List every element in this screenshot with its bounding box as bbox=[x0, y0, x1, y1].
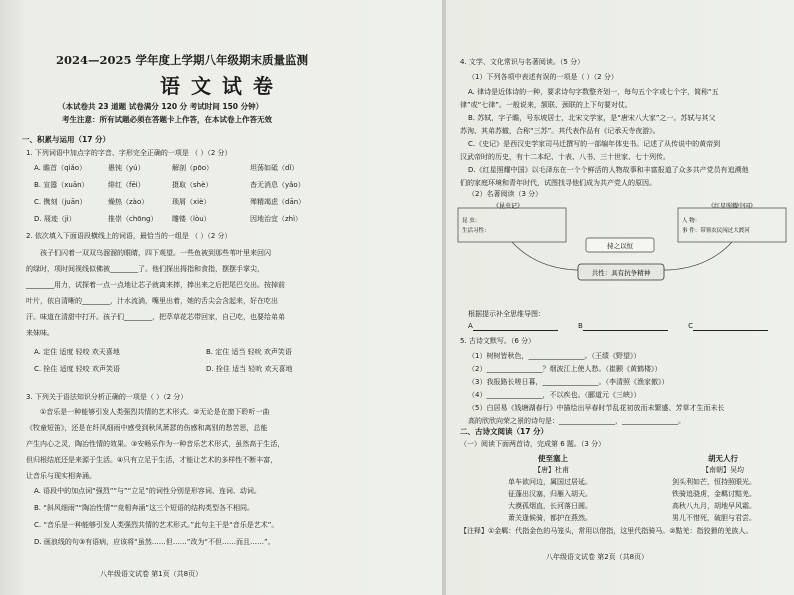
q1-option-3-1: 推崇（chōng） bbox=[108, 215, 158, 223]
q5-line: （2）________________？烟波江上使人愁。（崔颢《黄鹤楼》） bbox=[468, 365, 662, 373]
poem1-line: 萧关逢候骑，都护在燕然。 bbox=[508, 514, 592, 522]
q1-option-2-2: 琐屑（xiè） bbox=[172, 198, 211, 206]
blank-c-label: C bbox=[688, 322, 693, 330]
q3-option: D. 画浪线的句③有语病，应该将“虽然……但……”改为“不但……而且……”。 bbox=[34, 538, 275, 546]
q1-option-1-3: 杳无消息（yǎo） bbox=[250, 181, 305, 189]
center-common-label: 共性：具有抗争精神 bbox=[591, 269, 651, 277]
poem2-author: 【南朝】吴均 bbox=[702, 466, 744, 474]
q4-option-line: 律”或“七律”。一般说来，颔联、颈联的上下句要对仗。 bbox=[460, 101, 632, 109]
q1-option-2-1: 燥热（zào） bbox=[108, 198, 149, 206]
q3-passage-line: 《牧童短笛》，还是在纤风细雨中感受到秋风萧瑟的伤感和离别的愁苦思，总能 bbox=[26, 424, 268, 432]
poem-notes: 【注释】①金羁：代指金色的马笼头，常用以借指，这里代指骑马。②黠羌：指狡猾的羌族人。 bbox=[460, 527, 753, 535]
q4-option-line: B. 苏轼，字子瞻，号东坡居士，北宋文学家，是“唐宋八大家”之一。苏轼与其父 bbox=[468, 114, 716, 122]
blank-a-line[interactable] bbox=[473, 322, 558, 331]
right-book-label: 《红星照耀中国》 bbox=[707, 203, 757, 210]
poem1-line: 征蓬出汉塞，归雁入胡天。 bbox=[508, 490, 592, 498]
blank-b-label: B bbox=[578, 322, 583, 330]
q4-option-line: D.《红星照耀中国》以毛泽东在一个个鲜活的人物故事和丰富报道了众多共产党员有追溯他 bbox=[468, 166, 749, 174]
q2-passage-line: ________用力，试探着一点一点地让芯子就离来摔，捧出来之后把尾巴交出。按掉前 bbox=[26, 281, 285, 289]
q1-option-0-3: 坦荡如砥（dǐ） bbox=[250, 164, 299, 172]
poem1-line: 单车欲问边，属国过居延。 bbox=[508, 478, 592, 486]
q4-option-line: 汉武帝时的历史，有十二本纪、十表、八书、三十世家、七十列传。 bbox=[460, 153, 670, 161]
q3-passage-line: 让音乐与现实相奔涌。 bbox=[26, 472, 96, 480]
q4-option-line: 们的家庭环境和青年时代，试图找寻他们成为共产党人的原因。 bbox=[460, 179, 656, 187]
q1-option-2-3: 殚精竭虑（dān） bbox=[250, 198, 306, 206]
answer-blanks-row bbox=[468, 322, 788, 331]
q2-passage-line: 汗。味道在清甜中打开。孩子们________，把萃草花芯带回家，自己吃，也要给弟弟 bbox=[26, 313, 285, 321]
q2-passage-line: 来妹味。 bbox=[26, 329, 54, 337]
q2-option: A. 定住 适度 轻咬 欢天喜地 bbox=[34, 348, 120, 356]
q3-stem: 3. 下列关于语法知识分析正确的一项是（ ）（2 分） bbox=[26, 393, 188, 401]
q4-sub2: （2）名著阅读（3 分） bbox=[468, 190, 543, 198]
q5-line: （1）树树皆秋色，________________。（王绩《野望》） bbox=[468, 352, 641, 360]
poem2-title: 胡无人行 bbox=[708, 454, 738, 463]
sub-a-heading: （一）阅读下面两首诗，完成第 6 题。（3 分） bbox=[460, 440, 606, 448]
exam-page-2 bbox=[446, 0, 794, 595]
q2-passage-line: 孩子们闪着一双双乌溜溜的眼睛，四下观望。一些鱼被到那些苇叶里来回闪 bbox=[40, 249, 271, 257]
right-event-label: 事 件：带领农民闯过大渡河 bbox=[682, 228, 750, 234]
q1-option-3-0: D. 屐迹（jì） bbox=[34, 215, 76, 223]
q3-passage-line: 但归根结底还是来源于生活。④只有立足于生活，才能让艺术的多样性不断丰富， bbox=[26, 456, 278, 464]
q2-option: C. 拴住 适度 轻咬 欢声笑语 bbox=[34, 365, 121, 373]
q1-option-1-0: B. 宣嚣（xuān） bbox=[34, 181, 89, 189]
page-1-footer: 八年级语文试卷 第1页（共8页） bbox=[100, 570, 203, 578]
q4-option-line: A. 律诗是近体诗的一种，要求诗句字数整齐划一，每句五个字或七个字，简称“五 bbox=[468, 88, 719, 96]
q1-option-0-2: 解剖（pōo） bbox=[172, 164, 214, 172]
blank-c-line[interactable] bbox=[693, 322, 768, 331]
section-1-heading: 一、积累与运用（17 分） bbox=[22, 135, 111, 144]
blank-a-label: A bbox=[468, 322, 473, 330]
q2-passage-line: 叶片，依自清晰的________，汁水流淌，嘴里出着，她的舌尖会含起来，好在吃出 bbox=[26, 297, 278, 305]
center-top-label: 持之以恒 bbox=[607, 242, 633, 250]
q4-stem: 4. 文学、文化常识与名著阅读。（5 分） bbox=[460, 58, 585, 66]
q3-option: A. 语段中的加点词“强烈”“与”“立足”的词性分别是形容词、连词、动词。 bbox=[34, 487, 261, 495]
q5-line: （3）我报路长嗟日暮，________________。（李清照《渔家傲》） bbox=[468, 378, 669, 386]
q3-passage-line: 产生内心之灵，陶冶性情的效果。③安畅乐作为一种音乐艺术形式，虽然高于生活， bbox=[26, 440, 285, 448]
poem2-line: 高秋八九月，胡地早风霜。 bbox=[672, 502, 756, 510]
mind-map-left-box bbox=[458, 208, 566, 242]
blank-b-line[interactable] bbox=[583, 322, 668, 331]
left-habit-label: 生活习性： bbox=[462, 228, 490, 234]
right-person-label: 人 物： bbox=[682, 218, 701, 224]
subject-title: 语 文 试 卷 bbox=[160, 74, 275, 98]
q1-stem: 1. 下列词语中加点字的字音、字形完全正确的一项是 （ ）（2 分） bbox=[26, 149, 232, 157]
poem1-author: 【唐】杜甫 bbox=[534, 466, 569, 474]
q2-option: D. 拴住 适当 轻吮 欢天喜地 bbox=[206, 365, 293, 373]
q3-passage-line: ①音乐是一种能够引发人类强烈共情的艺术形式。②无论是在窗下聆听一曲 bbox=[40, 408, 270, 416]
q1-option-3-2: 雕镂（lòu） bbox=[172, 215, 211, 223]
section-2-heading: 二、古诗文阅读（17 分） bbox=[460, 427, 549, 436]
poem1-title: 使至塞上 bbox=[538, 454, 568, 463]
q2-option: B. 定住 适当 轻吮 欢声笑语 bbox=[206, 348, 292, 356]
mind-map-right-box bbox=[678, 208, 786, 242]
exam-meta: （本试卷共 23 道题 试卷满分 120 分 考试时间 150 分钟） bbox=[58, 102, 264, 111]
q5-line: 高的欣欣向荣之景的诗句是：________________，________________。 bbox=[468, 417, 685, 425]
mind-map-diagram bbox=[446, 200, 794, 295]
poem2-line: 铁骑追骁虏，金羁讨黠羌。 bbox=[672, 490, 756, 498]
poem1-line: 大漠孤烟直，长河落日圆。 bbox=[508, 502, 592, 510]
q3-option: B. “斜风细雨”“陶冶性情”“竞相奔涌”这三个短语的结构类型各不相同。 bbox=[34, 504, 255, 512]
poem2-line: 剑头利如芒，恒持照眼光。 bbox=[672, 478, 756, 486]
q1-option-0-0: A. 瞻首（qiǎo） bbox=[34, 164, 87, 172]
q1-option-3-3: 因地治宜（zhì） bbox=[250, 215, 303, 223]
q5-line: （5）白居易《钱塘湖春行》中描绘出早春时节乱花初放而未繁盛、芳草才生而未长 bbox=[468, 404, 725, 412]
poem2-line: 男儿不惜死，破胆与君尝。 bbox=[672, 514, 756, 522]
q1-option-2-0: C. 镌刻（juān） bbox=[34, 198, 87, 206]
q2-stem: 2. 依次填入下面语段横线上的词语，最恰当的一组是 （ ）（2 分） bbox=[26, 232, 232, 240]
q1-option-1-1: 绯红（fēi） bbox=[108, 181, 145, 189]
q4-option-line: 苏洵、其弟苏辙，合称“三苏”。其代表作品有《记承天寺夜游》。 bbox=[460, 127, 660, 135]
fill-prompt: 根据提示补全思维导图： bbox=[468, 310, 545, 318]
q4-option-line: C.《史记》是西汉史学家司马迁撰写的一部编年体史书。记述了从传说中的黄帝到 bbox=[468, 140, 721, 148]
q5-stem: 5. 古诗文默写。（6 分） bbox=[460, 337, 536, 345]
q4-sub1: （1）下列各项中表述有误的一项是（ ）（2 分） bbox=[468, 73, 618, 81]
left-book-label: 《昆虫记》 bbox=[492, 203, 524, 210]
q1-option-1-2: 摄取（shè） bbox=[172, 181, 213, 189]
q1-option-0-1: 愚钝（yú） bbox=[108, 164, 145, 172]
page-2-footer: 八年级语文试卷 第2页（共8页） bbox=[546, 553, 649, 561]
q5-line: （4）________________，不以疾也。（郦道元《三峡》） bbox=[468, 391, 641, 399]
exam-title: 2024—2025 学年度上学期八年级期末质量监测 bbox=[56, 53, 309, 67]
q3-option: C. “音乐是一种能够引发人类强烈共情的艺术形式。”此句主干是“音乐是艺术”。 bbox=[34, 521, 279, 529]
left-person-label: 昆 虫： bbox=[462, 218, 481, 224]
q2-passage-line: 的绿时，项时间视线似佛被________了。他们探出拇指和食指，摆摆手掌尖， bbox=[26, 265, 264, 273]
exam-notice: 考生注意：所有试题必须在答题卡上作答，在本试卷上作答无效 bbox=[62, 115, 272, 124]
